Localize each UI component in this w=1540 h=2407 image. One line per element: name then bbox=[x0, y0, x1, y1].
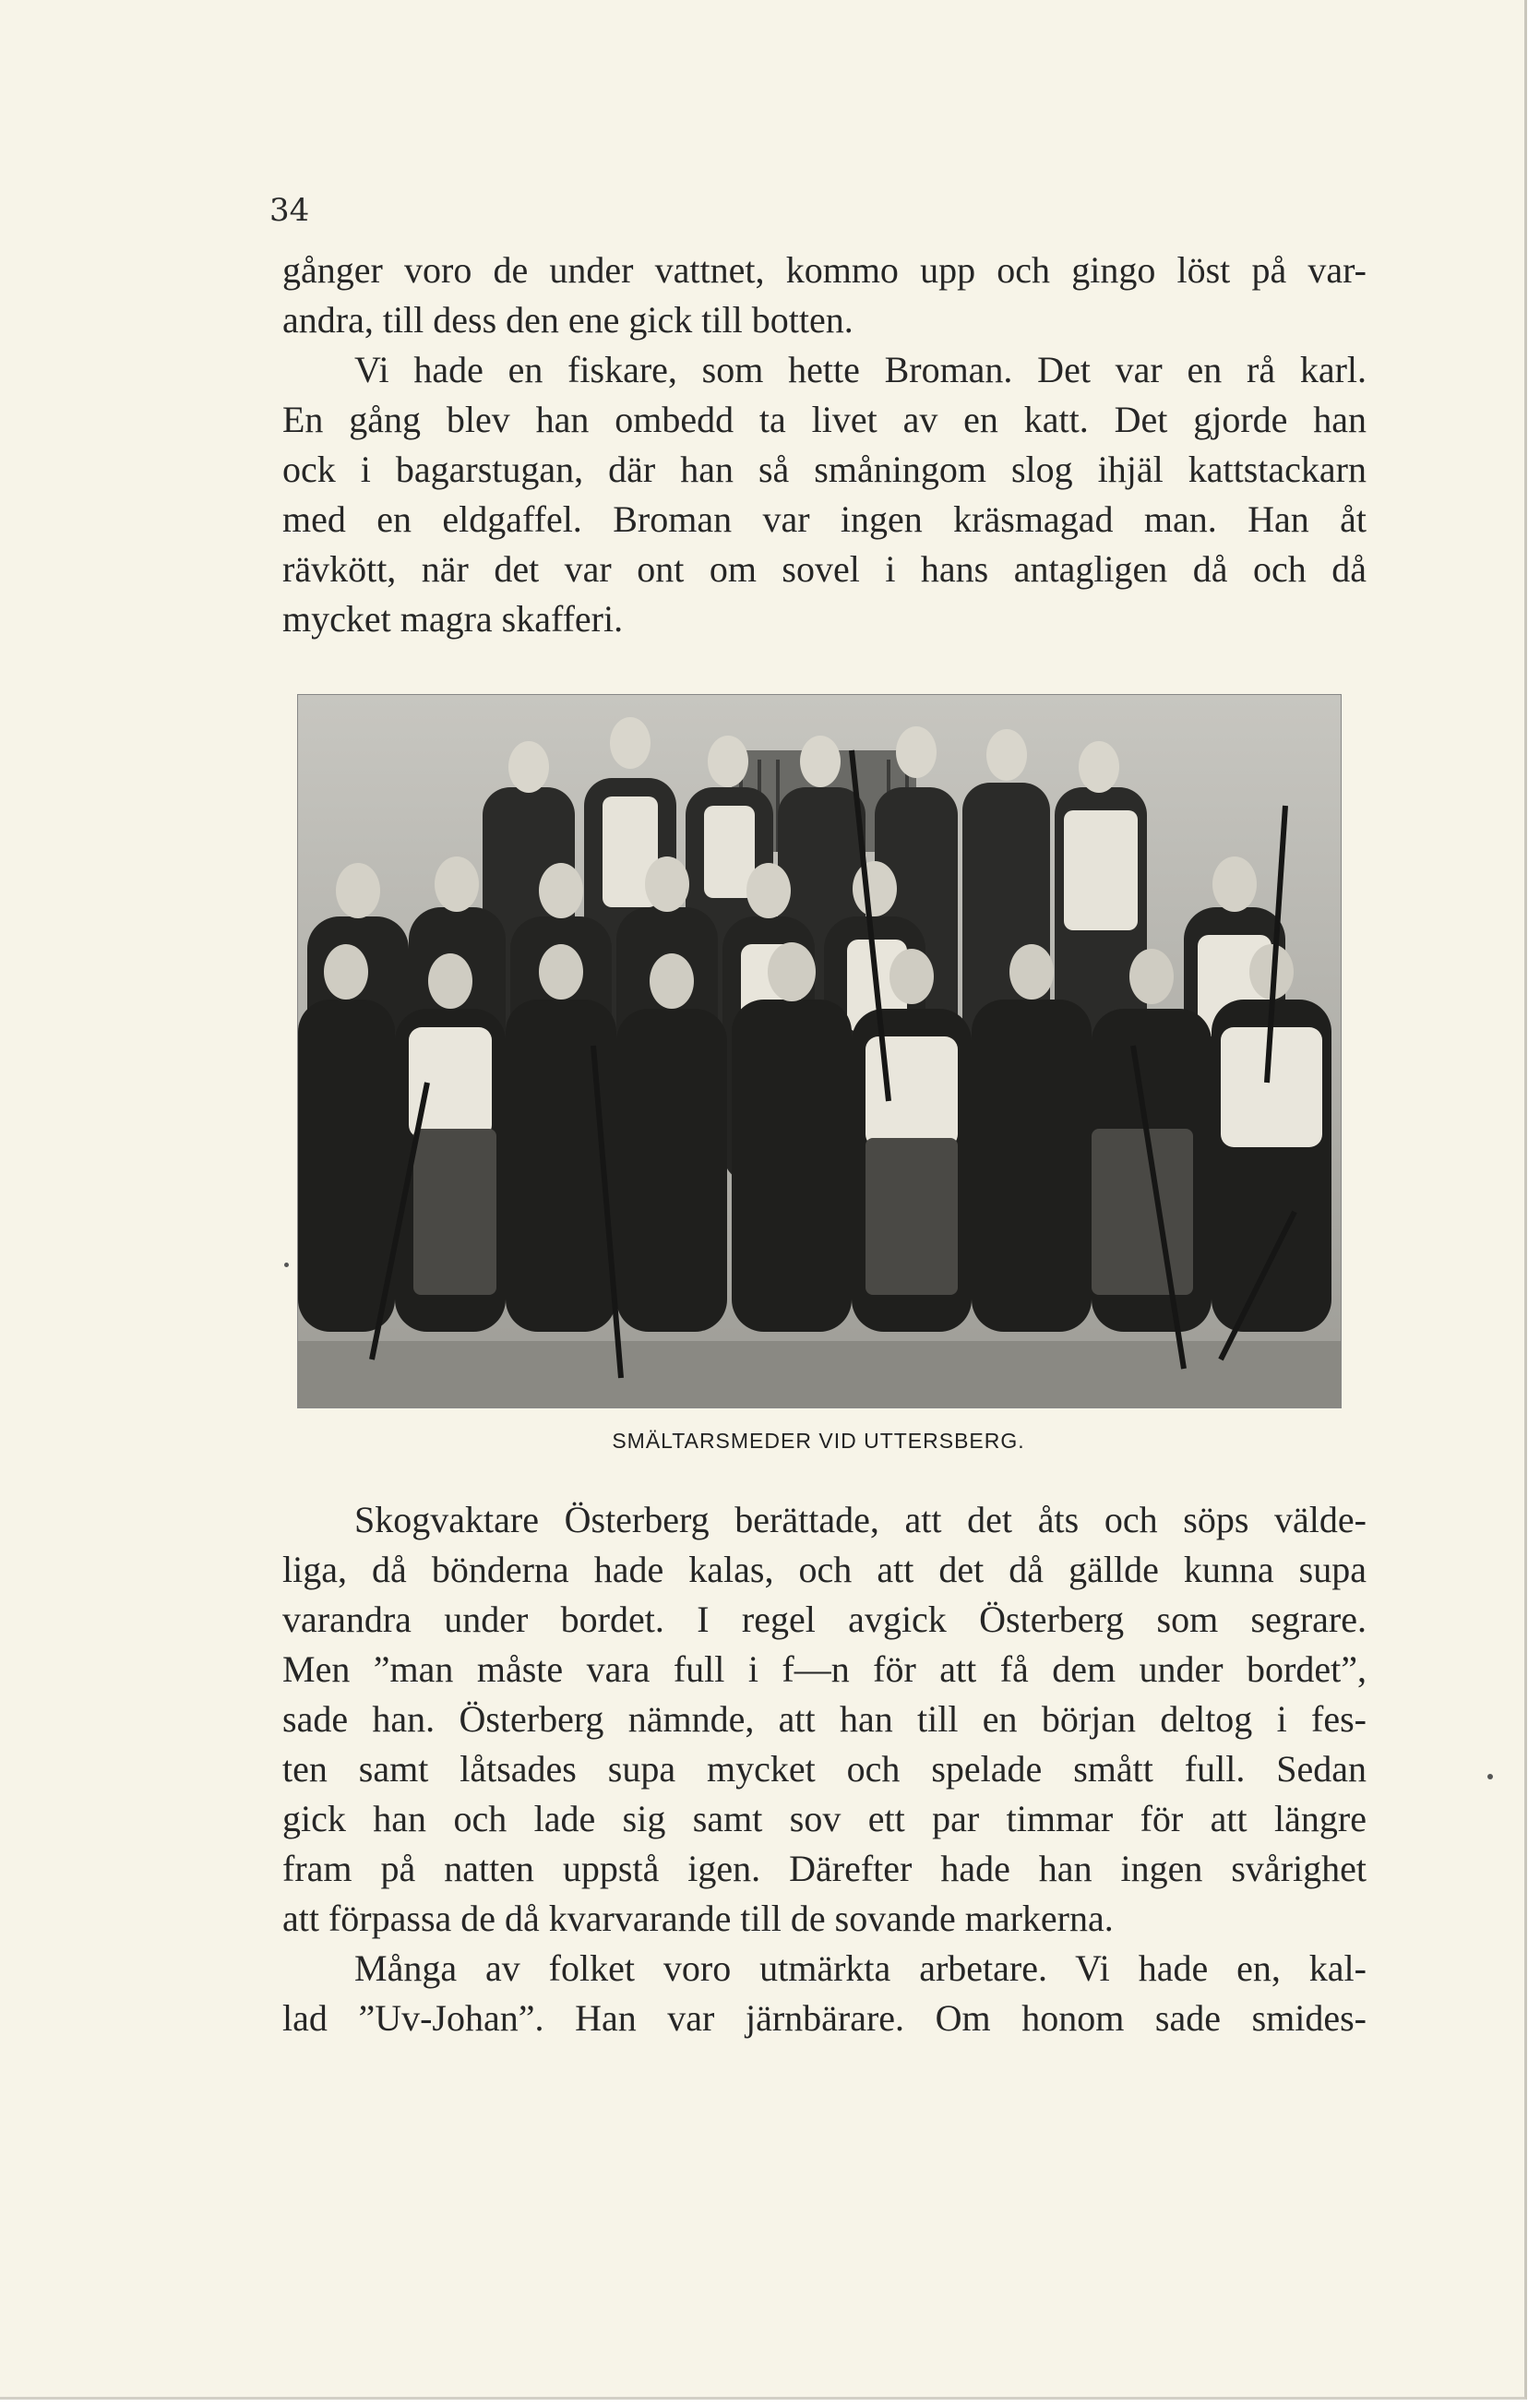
photo-illustration bbox=[298, 695, 1341, 1407]
text-line: andra, till dess den ene gick till botten. bbox=[282, 299, 854, 341]
text-line: med en eldgaffel. Broman var ingen kräsmagad man. Han åt bbox=[282, 498, 1367, 540]
text-line: Många av folket voro utmärkta arbetare. Vi hade en, kal- bbox=[354, 1947, 1367, 1989]
text-line: rävkött, när det var ont om sovel i hans antagligen då och då bbox=[282, 548, 1367, 590]
text-line: Skogvaktare Österberg berättade, att det åts och söps välde- bbox=[354, 1499, 1367, 1540]
text-line: gånger voro de under vattnet, kommo upp och gingo löst på var- bbox=[282, 249, 1367, 291]
text-line: sade han. Österberg nämnde, att han till en början deltog i fes- bbox=[282, 1698, 1367, 1740]
text-block-top bbox=[282, 245, 1367, 644]
page-number: 34 bbox=[269, 192, 310, 229]
text-line: mycket magra skafferi. bbox=[282, 598, 624, 640]
text-line: varandra under bordet. I regel avgick Österberg som segrare. bbox=[282, 1599, 1367, 1640]
text-line: Men ”man måste vara full i f—n för att få dem under bordet”, bbox=[282, 1648, 1367, 1690]
paragraph bbox=[282, 345, 1367, 644]
paragraph bbox=[282, 1944, 1367, 2043]
paragraph bbox=[282, 1495, 1367, 1944]
group-photograph bbox=[297, 694, 1342, 1408]
margin-speck bbox=[1487, 1774, 1493, 1779]
text-line: lad ”Uv-Johan”. Han var järnbärare. Om honom sade smides- bbox=[282, 1997, 1367, 2039]
text-line: Vi hade en fiskare, som hette Broman. Det var en rå karl. bbox=[354, 349, 1367, 390]
figure-caption: SMÄLTARSMEDER VID UTTERSBERG. bbox=[612, 1429, 1025, 1453]
text-line: liga, då bönderna hade kalas, och att det då gällde kunna supa bbox=[282, 1549, 1367, 1590]
text-line: gick han och lade sig samt sov ett par timmar för att längre bbox=[282, 1798, 1367, 1839]
paragraph bbox=[282, 245, 1367, 345]
text-line: ock i bagarstugan, där han så småningom slog ihjäl kattstackarn bbox=[282, 449, 1367, 490]
margin-speck bbox=[284, 1263, 289, 1267]
text-block-bottom bbox=[282, 1495, 1367, 2043]
text-line: En gång blev han ombedd ta livet av en katt. Det gjorde han bbox=[282, 399, 1367, 440]
text-line: att förpassa de då kvarvarande till de sovande markerna. bbox=[282, 1898, 1114, 1939]
text-line: ten samt låtsades supa mycket och spelade smått full. Sedan bbox=[282, 1748, 1367, 1790]
text-line: fram på natten uppstå igen. Därefter hade han ingen svårighet bbox=[282, 1848, 1367, 1889]
